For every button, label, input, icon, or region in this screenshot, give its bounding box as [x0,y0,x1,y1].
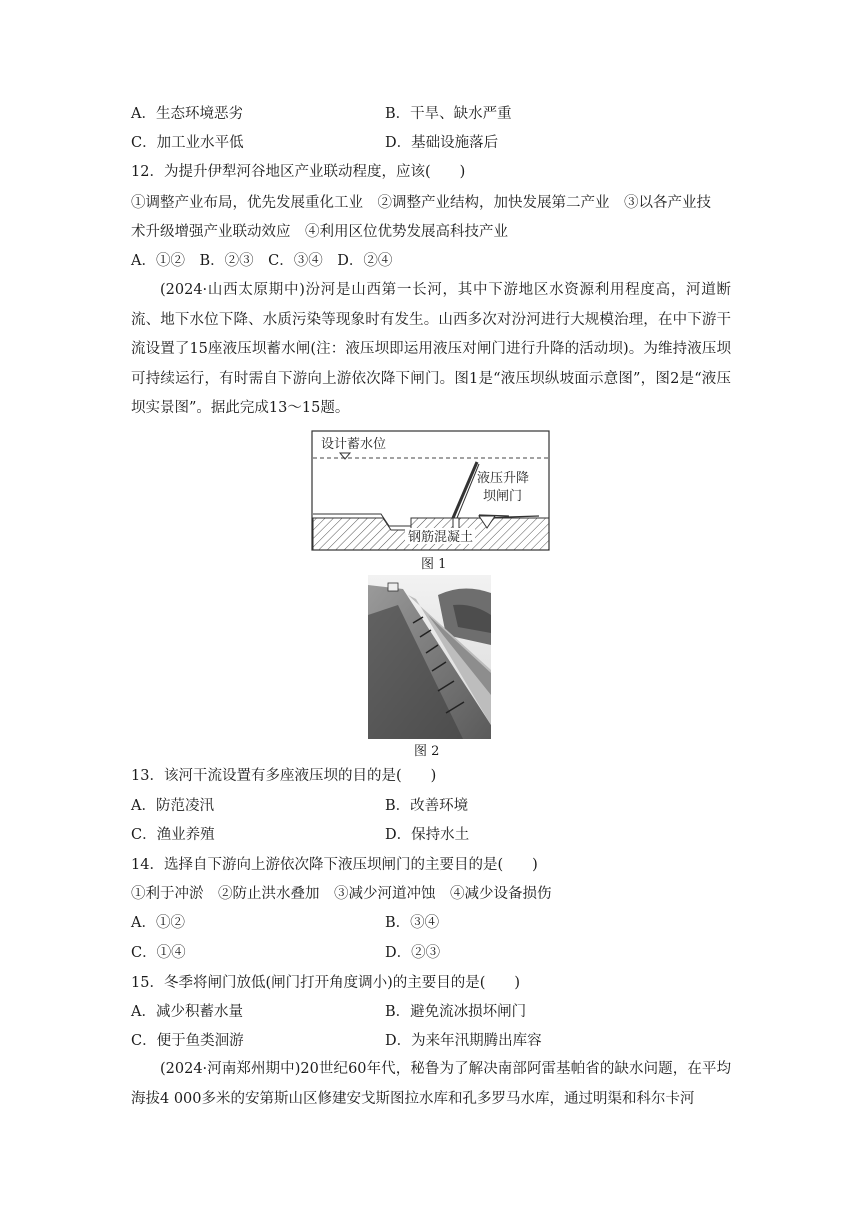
passage-fen-river: (2024·山西太原期中)汾河是山西第一长河，其中下游地区水资源利用程度高，河道断流、地下水位下降、水质污染等现象时有发生。山西多次对汾河进行大规模治理，在中下游干流设置了15座液压坝蓄水闸(注：液压坝即运用液压对闸门进行升降的活动坝)。为维持液压坝可持续运行，有时需自下游向上游依次降下闸门。图1是“液压坝纵坡面示意图”，图2是“液压坝实景图”。据此完成13～15题。 [131,282,731,416]
q15-option-b: B．避免流冰损坏闸门 [385,1004,527,1020]
q11-option-c: C．加工业水平低 [131,135,244,151]
q14-stem: 14．选择自下游向上游依次降下液压坝闸门的主要目的是( ) [131,857,538,873]
q13-option-d: D．保持水土 [385,827,470,843]
figure-2-dam-photo [368,575,491,739]
q12-items-line2: 术升级增强产业联动效应 ④利用区位优势发展高科技产业 [131,224,508,240]
q15-option-d: D．为来年汛期腾出库容 [385,1033,542,1049]
label-hydraulic-lift: 液压升降 [477,471,530,486]
label-design-water-level: 设计蓄水位 [321,437,387,452]
q11-option-d: D．基础设施落后 [385,135,499,151]
q14-option-b: B．③④ [385,915,440,931]
q12-options: A．①② B．②③ C．③④ D．②④ [131,253,393,269]
passage-peru-reservoir: (2024·河南郑州期中)20世纪60年代，秘鲁为了解决南部阿雷基帕省的缺水问题，在平均海拔4 000多米的安第斯山区修建安戈斯图拉水库和孔多罗马水库，通过明渠和科尔卡河 [131,1061,731,1107]
q11-option-b: B．干旱、缺水严重 [385,106,512,122]
figure-1-dam-diagram [311,430,551,552]
q14-option-a: A．①② [131,915,185,931]
q13-stem: 13．该河干流设置有多座液压坝的目的是( ) [131,768,437,784]
q11-option-a: A．生态环境恶劣 [131,106,243,122]
q13-option-b: B．改善环境 [385,798,469,814]
q15-option-a: A．减少积蓄水量 [131,1004,243,1020]
figure-2-caption: 图 2 [414,744,440,759]
label-reinforced-concrete: 钢筋混凝土 [408,530,474,545]
q14-option-c: C．①④ [131,945,186,961]
q13-option-c: C．渔业养殖 [131,827,215,843]
q14-option-d: D．②③ [385,945,441,961]
q15-option-c: C．便于鱼类洄游 [131,1033,244,1049]
q15-stem: 15．冬季将闸门放低(闸门打开角度调小)的主要目的是( ) [131,975,521,991]
q12-items-line1: ①调整产业布局，优先发展重化工业 ②调整产业结构，加快发展第二产业 ③以各产业技 [131,195,711,211]
figure-1-caption: 图 1 [421,557,447,572]
q14-items: ①利于冲淤 ②防止洪水叠加 ③减少河道冲蚀 ④减少设备损伤 [131,886,552,902]
q13-option-a: A．防范凌汛 [131,798,214,814]
q12-stem: 12．为提升伊犁河谷地区产业联动程度，应该( ) [131,164,466,180]
label-dam-gate: 坝闸门 [483,489,523,504]
